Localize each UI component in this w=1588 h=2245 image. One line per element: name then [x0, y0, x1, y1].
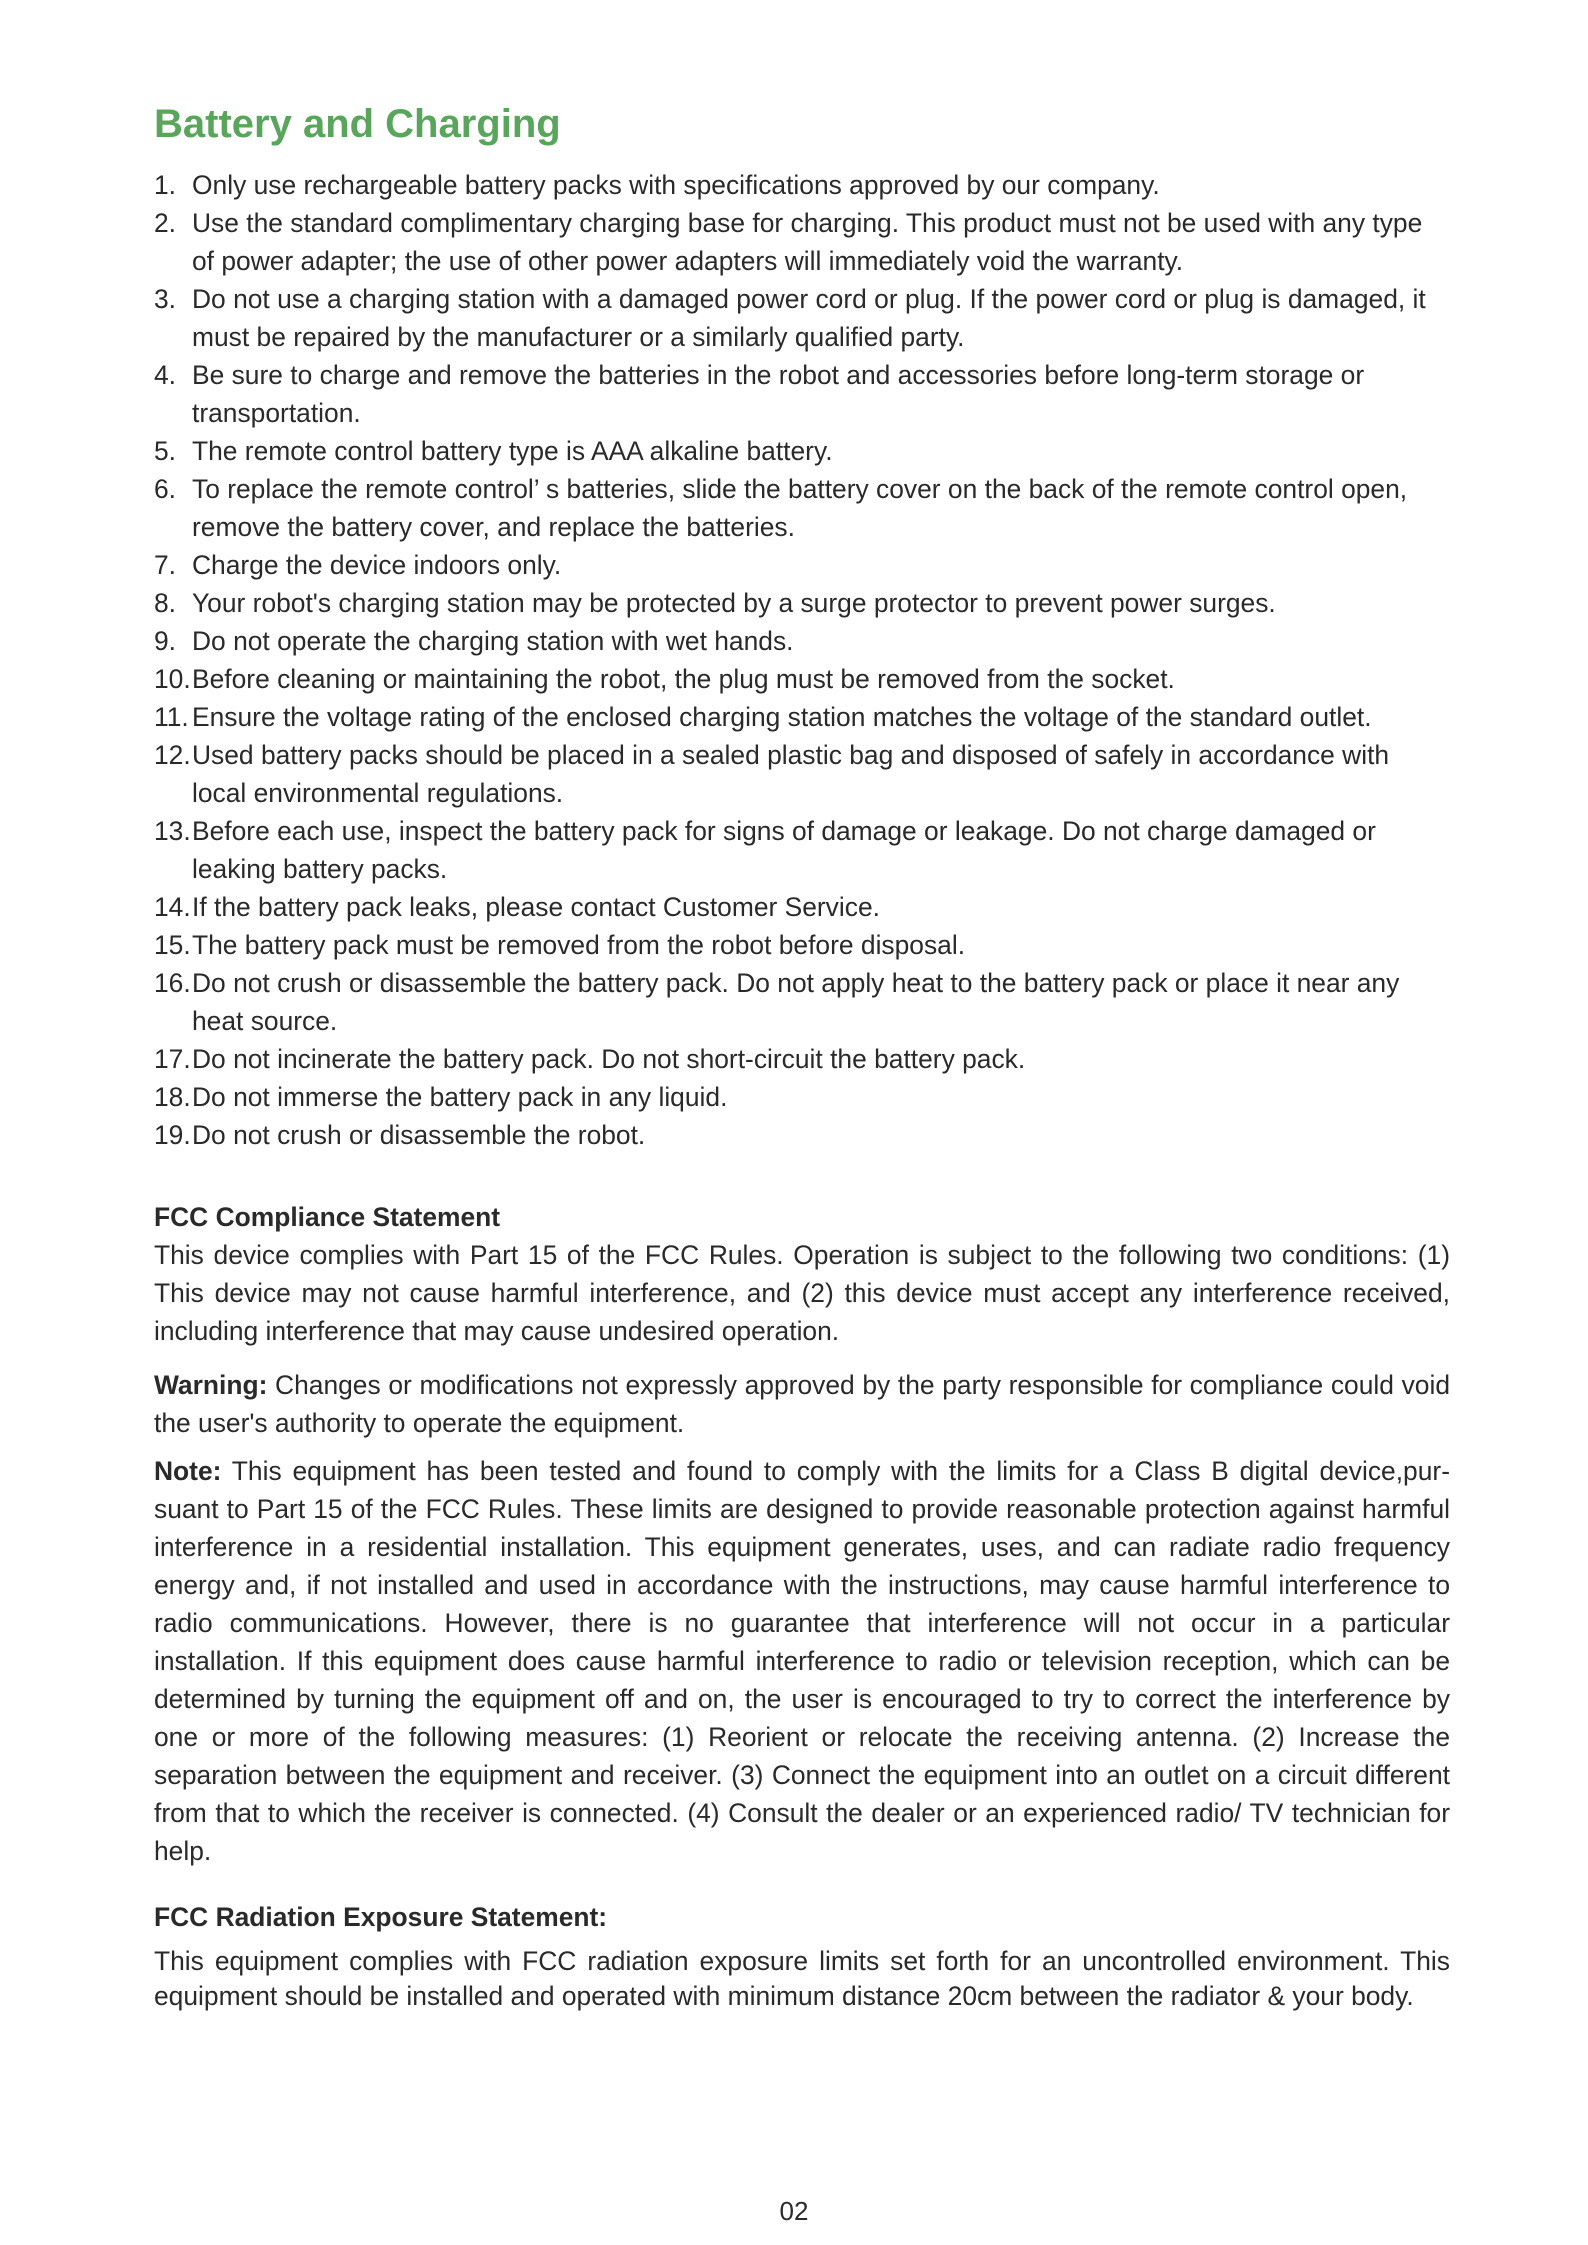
list-item-number: 16.: [154, 968, 191, 998]
list-item-text: Do not crush or disassemble the robot.: [192, 1120, 646, 1150]
warning-paragraph: [154, 1366, 1450, 1442]
list-item: [154, 1040, 1450, 1078]
list-item: [154, 660, 1450, 698]
list-item: [154, 736, 1450, 812]
note-label: Note:: [154, 1456, 222, 1486]
list-item-text: Be sure to charge and remove the batteries in the robot and accessories before long-term storage or transportation.: [192, 360, 1365, 428]
note-section: [154, 1452, 1450, 1870]
list-item-number: 4.: [154, 360, 177, 390]
list-item-number: 8.: [154, 588, 177, 618]
list-item-number: 10.: [154, 664, 191, 694]
list-item-text: Do not immerse the battery pack in any liquid.: [192, 1082, 728, 1112]
list-item: [154, 698, 1450, 736]
list-item: [154, 622, 1450, 660]
list-item-text: If the battery pack leaks, please contact Customer Service.: [192, 892, 880, 922]
warning-text: Changes or modifications not expressly approved by the party responsible for compliance could void the user's authority to operate the equipment.: [154, 1370, 1450, 1438]
list-item-text: The battery pack must be removed from the robot before disposal.: [192, 930, 966, 960]
list-item-number: 6.: [154, 474, 177, 504]
list-item: [154, 926, 1450, 964]
radiation-exposure-body: This equipment complies with FCC radiation exposure limits set forth for an uncontrolled environment. This equipment should be installed and operated with minimum distance 20cm between the radiator & your body.: [154, 1946, 1450, 2011]
list-item-number: 3.: [154, 284, 177, 314]
fcc-compliance-heading: FCC Compliance Statement: [154, 1202, 501, 1232]
document-page: [154, 96, 1450, 2014]
list-item: [154, 1116, 1450, 1154]
battery-instructions-list: [154, 166, 1450, 1154]
list-item-text: Before cleaning or maintaining the robot, the plug must be removed from the socket.: [192, 664, 1175, 694]
list-item-text: Charge the device indoors only.: [192, 550, 562, 580]
list-item: [154, 356, 1450, 432]
radiation-exposure-heading: FCC Radiation Exposure Statement:: [154, 1902, 608, 1932]
list-item-number: 1.: [154, 170, 177, 200]
list-item-number: 2.: [154, 208, 177, 238]
list-item-text: The remote control battery type is AAA alkaline battery.: [192, 436, 833, 466]
list-item-number: 18.: [154, 1082, 191, 1112]
list-item-number: 17.: [154, 1044, 191, 1074]
list-item: [154, 812, 1450, 888]
note-text: This equipment has been tested and found to comply with the limits for a Class B digital device,pur-suant to Part 15 of the FCC Rules. These limits are designed to provide reasonable protection against harmful interference in a residential installation. This equipment generates, uses, and can radiate radio frequency energy and, if not installed and used in accordance with the instructions, may cause harmful interference to radio communications. However, there is no guarantee that interference will not occur in a particular installation. If this equipment does cause harmful interference to radio or television reception, which can be determined by turning the equipment off and on, the user is encouraged to try to correct the interference by one or more of the following measures: (1) Reorient or relocate the receiving antenna. (2) Increase the separation between the equipment and receiver. (3) Connect the equipment into an outlet on a circuit different from that to which the receiver is connected. (4) Consult the dealer or an experienced radio/ TV technician for help.: [154, 1456, 1450, 1866]
list-item-number: 14.: [154, 892, 191, 922]
list-item-text: To replace the remote control’ s batteries, slide the battery cover on the back of the remote control open, remove the battery cover, and replace the batteries.: [192, 474, 1408, 542]
section-title-battery: Battery and Charging: [154, 102, 561, 146]
list-item-text: Do not operate the charging station with wet hands.: [192, 626, 794, 656]
list-item-number: 19.: [154, 1120, 191, 1150]
list-item-text: Do not incinerate the battery pack. Do not short-circuit the battery pack.: [192, 1044, 1026, 1074]
list-item-number: 5.: [154, 436, 177, 466]
list-item: [154, 470, 1450, 546]
list-item: [154, 1078, 1450, 1116]
list-item-number: 15.: [154, 930, 191, 960]
list-item-number: 9.: [154, 626, 177, 656]
list-item: [154, 888, 1450, 926]
list-item: [154, 964, 1450, 1040]
list-item: [154, 546, 1450, 584]
list-item-number: 13.: [154, 816, 191, 846]
fcc-compliance-section: [154, 1198, 1450, 1350]
list-item-text: Used battery packs should be placed in a sealed plastic bag and disposed of safely in accordance with local environmental regulations.: [192, 740, 1390, 808]
list-item-text: Do not crush or disassemble the battery pack. Do not apply heat to the battery pack or place it near any heat source.: [192, 968, 1400, 1036]
list-item: [154, 280, 1450, 356]
note-paragraph: [154, 1452, 1450, 1870]
list-item-text: Before each use, inspect the battery pack for signs of damage or leakage. Do not charge damaged or leaking battery packs.: [192, 816, 1376, 884]
page-number: 02: [779, 2196, 809, 2226]
list-item: [154, 432, 1450, 470]
list-item: [154, 166, 1450, 204]
warning-label: Warning:: [154, 1370, 268, 1400]
list-item-text: Ensure the voltage rating of the enclosed charging station matches the voltage of the standard outlet.: [192, 702, 1372, 732]
list-item-number: 12.: [154, 740, 191, 770]
list-item-text: Only use rechargeable battery packs with specifications approved by our company.: [192, 170, 1160, 200]
warning-section: [154, 1366, 1450, 1442]
list-item: [154, 584, 1450, 622]
radiation-exposure-section: [154, 1898, 1450, 2014]
list-item-text: Use the standard complimentary charging base for charging. This product must not be used with any type of power adapter; the use of other power adapters will immediately void the warranty.: [192, 208, 1423, 276]
list-item-number: 11.: [154, 702, 189, 732]
list-item-text: Do not use a charging station with a damaged power cord or plug. If the power cord or plug is damaged, it must be repaired by the manufacturer or a similarly qualified party.: [192, 284, 1426, 352]
list-item-number: 7.: [154, 550, 177, 580]
list-item: [154, 204, 1450, 280]
fcc-compliance-body: This device complies with Part 15 of the FCC Rules. Operation is subject to the following two conditions: (1) This device may not cause harmful interference, and (2) this device must accept any interference received, including interference that may cause undesired operation.: [154, 1240, 1450, 1346]
list-item-text: Your robot's charging station may be protected by a surge protector to prevent power surges.: [192, 588, 1276, 618]
